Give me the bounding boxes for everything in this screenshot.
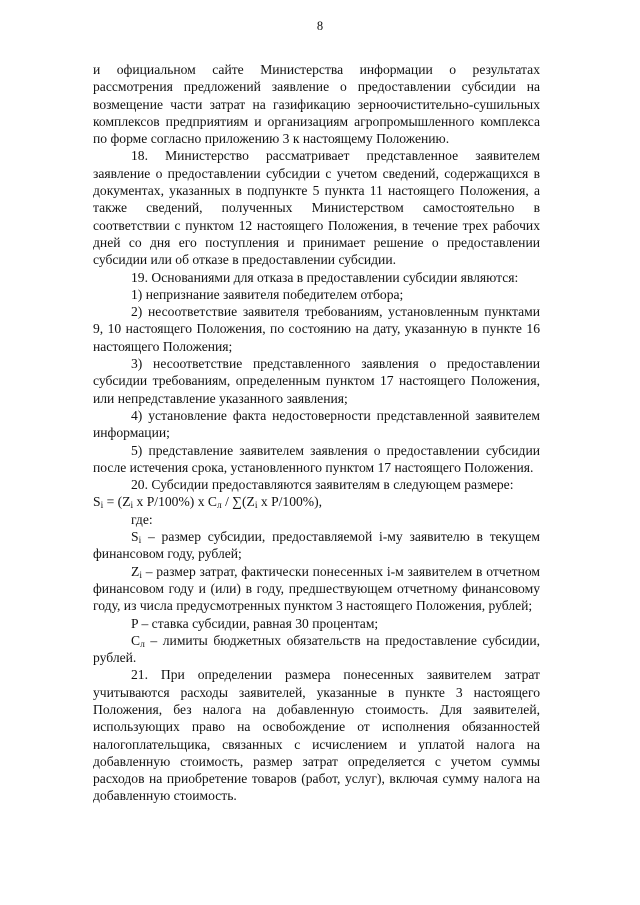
definition-s-sub: i (138, 536, 142, 547)
list-item-4: 4) установление факта недостоверности представленной заявителем информации; (93, 407, 540, 441)
definition-z-text: – размер затрат, фактически понесенных i-м заявителем в отчетном финансовом году и (или) в году, предшествующем отчетному финансовому году, из числа предусмотренных пунктом 3 настоящего Положения, рублей; (93, 563, 540, 614)
definition-z-symbol: Z (131, 563, 140, 579)
formula-part-2: x P/100%) x С (133, 494, 217, 510)
formula-s-sub: i (100, 501, 104, 512)
document-body (93, 61, 540, 805)
formula-part-1: = (Z (103, 494, 131, 510)
definition-s (93, 528, 540, 563)
definition-p-symbol: P (131, 615, 139, 631)
formula-part-3: / ∑(Z (221, 494, 255, 510)
definition-z (93, 563, 540, 615)
list-item-1: 1) непризнание заявителя победителем отбора; (131, 286, 404, 302)
definition-s-symbol: S (131, 529, 139, 545)
definition-p-text: – ставка субсидии, равная 30 процентам; (138, 615, 379, 631)
where-label: где: (131, 511, 153, 527)
paragraph-20: 20. Субсидии предоставляются заявителям в следующем размере: (131, 477, 514, 493)
definition-z-sub: i (139, 570, 142, 581)
list-item-2: 2) несоответствие заявителя требованиям, установленным пунктами 9, 10 настоящего Положения, по состоянию на дату, указанную в пункте 16 настоящего Положения; (93, 304, 540, 354)
formula-z-sub-2: i (254, 501, 258, 512)
definition-c-text: – лимиты бюджетных обязательств на предоставление субсидии, рублей. (93, 632, 540, 666)
definition-c-symbol: С (131, 632, 141, 648)
formula-c-sub: л (216, 501, 222, 512)
subsidy-formula (93, 493, 540, 510)
definition-c-sub: л (140, 639, 145, 650)
paragraph-18: 18. Министерство рассматривает представленное заявителем заявление о предоставлении субсидии с учетом сведений, содержащихся в документах, указанных в подпункте 5 пункта 11 настоящего Положения, а также сведений, полученных Министерством самостоятельно в соответствии с пунктом 12 настоящего Положения, в течение трех рабочих дней со дня его поступления и принимает решение о предоставлении субсидии или об отказе в предоставлении субсидии. (93, 148, 540, 268)
paragraph-intro: и официальном сайте Министерства информации о результатах рассмотрения предложений заявление о предоставлении субсидии на возмещение части затрат на газификацию зерноочистительно-сушильных комплексов предприятиям и организациям агропромышленного комплекса по форме согласно приложению 3 к настоящему Положению. (93, 62, 540, 147)
definition-c (93, 632, 540, 667)
paragraph-21: 21. При определении размера понесенных заявителем затрат учитываются расходы заявителей, указанные в пункте 3 настоящего Положения, без налога на добавленную стоимость. Для заявителей, использующих право на освобождение от исполнения обязанностей налогоплательщика, связанных с исчислением и уплатой налога на добавленную стоимость, размер затрат определяется с учетом суммы расходов на приобретение товаров (работ, услуг), включая сумму налога на добавленную стоимость. (93, 667, 540, 804)
definition-s-text: – размер субсидии, предоставляемой i-му заявителю в текущем финансовом году, рублей; (93, 529, 540, 562)
page-number: 8 (316, 19, 324, 33)
paragraph-19: 19. Основаниями для отказа в предоставлении субсидии являются: (131, 269, 519, 285)
definition-p (93, 615, 540, 632)
formula-s: S (93, 494, 101, 510)
formula-tail: x P/100%), (257, 494, 323, 510)
list-item-5: 5) представление заявителем заявления о предоставлении субсидии после истечения срока, установленного пунктом 17 настоящего Положения. (93, 442, 540, 475)
formula-z-sub-1: i (130, 501, 134, 512)
list-item-3: 3) несоответствие представленного заявления о предоставлении субсидии требованиям, определенным пунктом 17 настоящего Положения, или непредставление указанного заявления; (93, 356, 540, 406)
